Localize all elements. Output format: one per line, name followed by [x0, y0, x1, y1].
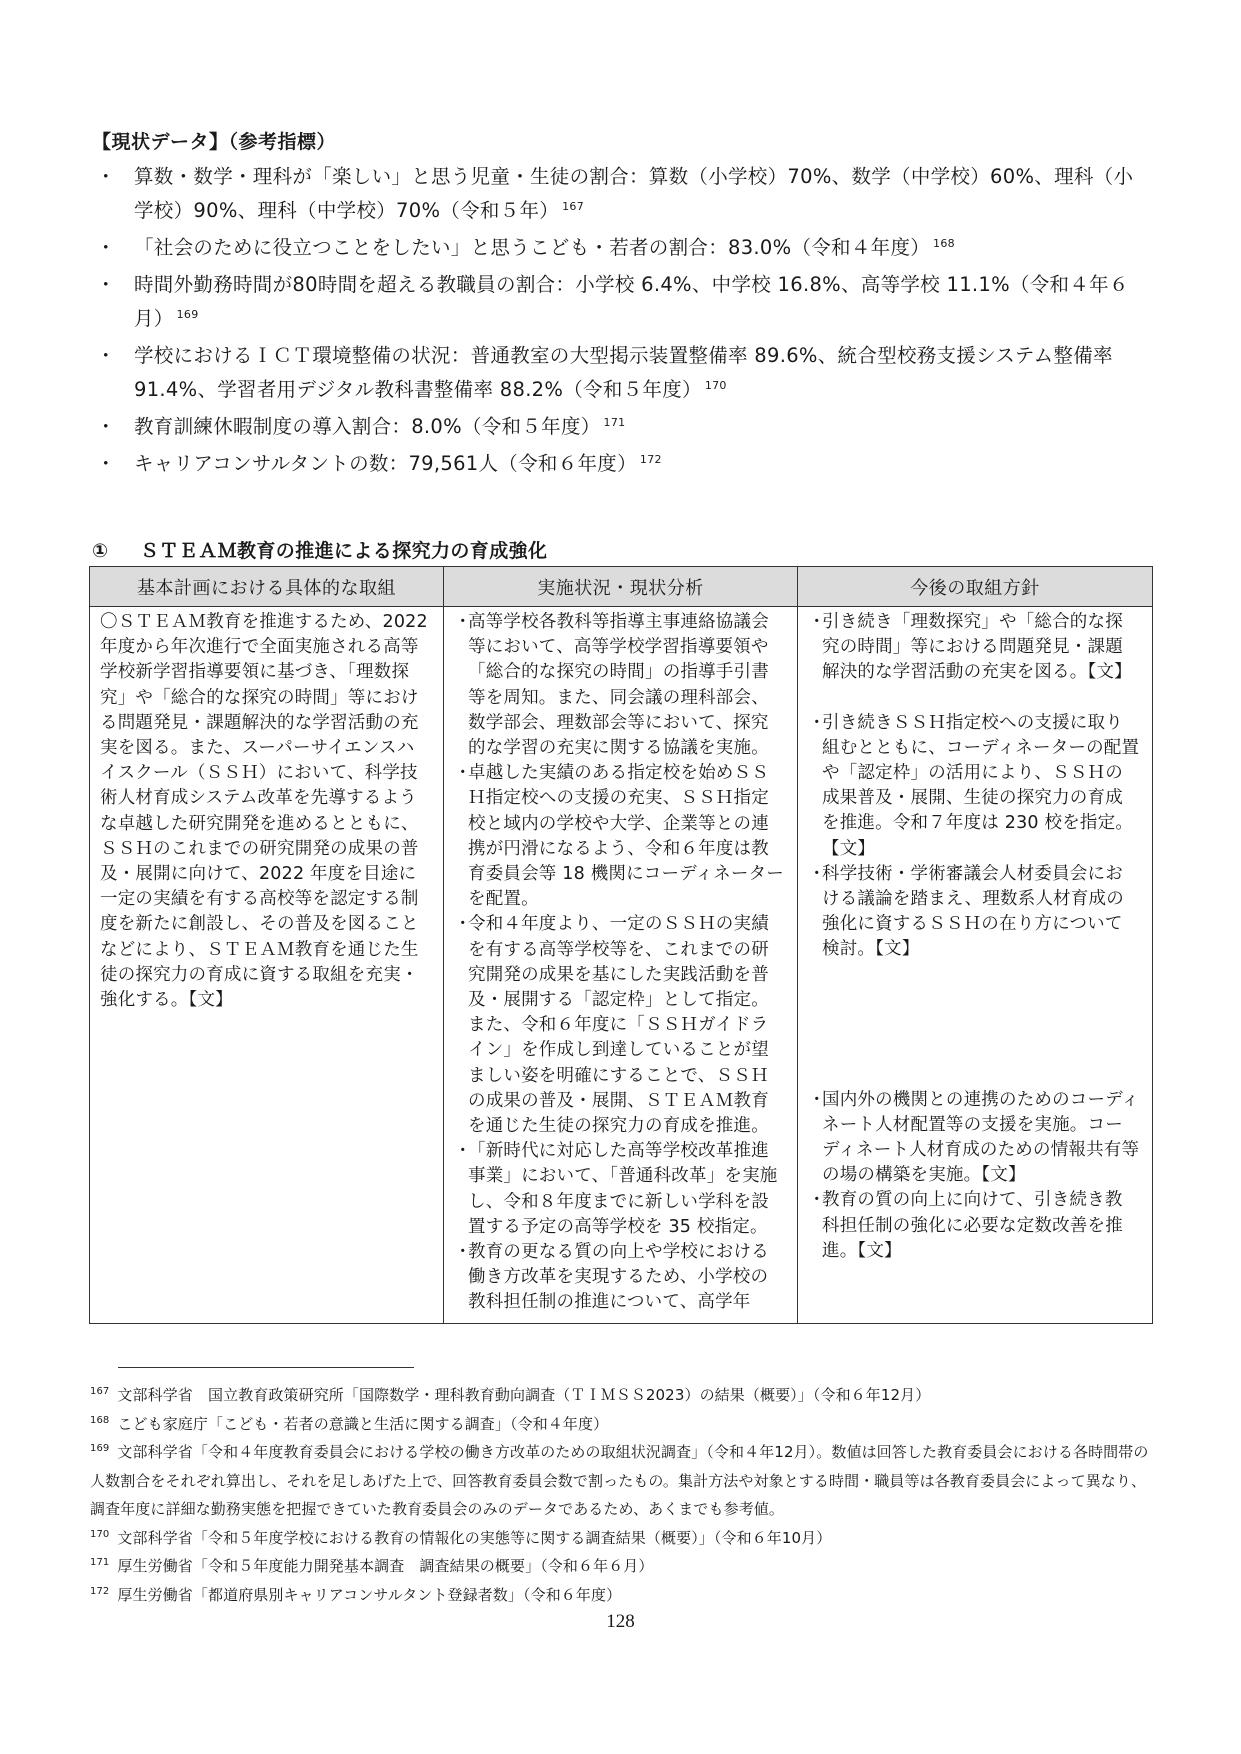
list-item: ・ 教育訓練休暇制度の導入割合：8.0%（令和５年度） $^{171}$ — [96, 415, 626, 438]
footnote: $^{169}$ 文部科学省「令和４年度教育委員会における学校の働き方改革のための取組状況調査」（令和４年12月）。数値は回答した教育委員会における各時間帯の人数割合をそれぞれ算出し、それを足しあげた上で、回答教育委員会数で割ったもの。集計方法や対象とする時間・職員等は各教育委員会によって異なり、調査年度に詳細な勤務実態を把握できていた教育委員会のみのデータであるため、あくまでも参考値。 — [90, 1443, 1149, 1518]
policy-entry: ・ 教育の質の向上に向けて、引き続き教科担任制の強化に必要な定数改善を推進。【文】 — [808, 1190, 1123, 1261]
footnote-ref[interactable]: 167 — [562, 200, 584, 213]
list-item: ・ キャリアコンサルタントの数：79,561人（令和６年度） $^{172}$ — [96, 452, 662, 475]
table-cell-status — [444, 607, 798, 1324]
footnote-ref[interactable]: 168 — [933, 237, 955, 250]
table-header-cell: 基本計画における具体的な取組 — [90, 567, 444, 607]
footnote-ref[interactable]: 170 — [704, 379, 727, 392]
table-cell-policy — [798, 607, 1153, 1324]
footnote: $^{167}$ 文部科学省 国立教育政策研究所「国際数学・理科教育動向調査（ＴＩＭＳＳ2023）の結果（概要）」（令和６年12月） — [90, 1386, 931, 1404]
policy-entry: ・ 引き続きＳＳＨ指定校への支援に取り組むとともに、コーディネーターの配置や「認定枠」の活用により、ＳＳＨの成果普及・展開、生徒の探究力の育成を推進。令和７年度は 230 校を指定。【文】 — [808, 712, 1140, 859]
plan-text: 〇ＳＴＥＡＭ教育を推進するため、2022年度から年次進行で全面実施される高等学校新学習指導要領に基づき、「理数探究」や「総合的な探究の時間」等における問題発見・課題解決的な学習活動の充実を図る。また、スーパーサイエンスハイスクール（ＳＳＨ）において、科学技術人材育成システム改革を先導するような卓越した研究開発を進めるとともに、ＳＳＨのこれまでの研究開発の成果の普及・展開に向けて、2022 年度を目途に一定の実績を有する高校等を認定する制度を新たに創設し、その普及を図ることなどにより、ＳＴＥＡＭ教育を通じた生徒の探究力の育成に資する取組を充実・強化する。【文】 — [100, 612, 428, 1011]
footnote: $^{168}$ こども家庭庁「こども・若者の意識と生活に関する調査」（令和４年度） — [90, 1414, 609, 1433]
policy-entry: ・ 科学技術・学術審議会人材委員会における議論を踏まえ、理数系人材育成の強化に資するＳＳＨの在り方について検討。【文】 — [808, 863, 1124, 960]
status-entry: ・ 「新時代に対応した高等学校改革推進事業」において、「普通科改革」を実施し、令和８年度までに新しい学科を設置する予定の高等学校を 35 校指定。 — [454, 1141, 778, 1237]
list-item: ・ 「社会のために役立つことをしたい」と思うこども・若者の割合：83.0%（令和４年度） $^{168}$ — [96, 236, 955, 259]
table-header-row — [90, 567, 1153, 607]
table-header-cell: 実施状況・現状分析 — [444, 567, 798, 607]
section-title-text: ＳＴＥＡＭ教育の推進による探究力の育成強化 — [140, 540, 548, 562]
table-header-cell: 今後の取組方針 — [798, 567, 1153, 607]
status-data-list — [92, 160, 1148, 484]
section-title — [92, 536, 547, 563]
footnote-ref[interactable]: 171 — [603, 416, 626, 429]
policy-entry: ・ 国内外の機関との連携のためのコーディネート人材配置等の支援を実施。コーディネート人材育成のための情報共有等の場の構築を実施。【文】 — [808, 1089, 1140, 1186]
list-item: ・ 学校におけるＩＣＴ環境整備の状況：普通教室の大型掲示装置整備率 89.6%、統合型校務支援システム整備率 91.4%、学習者用デジタル教科書整備率 88.2%（令和５年度） $^{170}$ — [96, 344, 1113, 401]
footnote-divider — [118, 1367, 414, 1368]
page-number: 128 — [606, 1611, 635, 1632]
table-row — [90, 607, 1153, 1324]
policy-entry: ・ 引き続き「理数探究」や「総合的な探究の時間」等における問題発見・課題解決的な学習活動の充実を図る。【文】 — [808, 612, 1132, 683]
status-entry: ・ 卓越した実績のある指定校を始めＳＳＨ指定校への支援の充実、ＳＳＨ指定校と域内の学校や大学、企業等との連携が円滑になるよう、令和６年度は教育委員会等 18 機関にコーディネーターを配置。 — [454, 763, 784, 910]
footnotes — [90, 1381, 1152, 1609]
table-cell-plan — [90, 607, 444, 1324]
section-number: ① — [92, 540, 109, 562]
status-entry: ・ 教育の更なる質の向上や学校における働き方改革を実現するため、小学校の教科担任制の推進について、高学年 — [454, 1242, 769, 1313]
list-item: ・ 算数・数学・理科が「楽しい」と思う児童・生徒の割合：算数（小学校）70%、数学（中学校）60%、理科（小学校）90%、理科（中学校）70%（令和５年） $^{167}$ — [96, 165, 1134, 222]
footnote-ref[interactable]: 169 — [176, 308, 199, 321]
footnote-ref[interactable]: 172 — [639, 453, 662, 466]
status-entry: ・ 令和４年度より、一定のＳＳＨの実績を有する高等学校等を、これまでの研究開発の成果を基にした実践活動を普及・展開する「認定枠」として指定。また、令和６年度に「ＳＳＨガイドライン」を作成し到達していることが望ましい姿を明確にすることで、ＳＳＨの成果の普及・展開、ＳＴＥＡＭ教育を通じた生徒の探究力の育成を推進。 — [454, 914, 769, 1137]
status-data-heading: 【現状データ】（参考指標） — [92, 131, 337, 153]
initiatives-table — [89, 566, 1153, 1324]
list-item: ・ 時間外勤務時間が80時間を超える教職員の割合：小学校 6.4%、中学校 16.8%、高等学校 11.1%（令和４年６月） $^{169}$ — [96, 273, 1129, 330]
footnote: $^{171}$ 厚生労働省「令和５年度能力開発基本調査 調査結果の概要」（令和６年６月） — [90, 1557, 654, 1575]
footnote: $^{170}$ 文部科学省「令和５年度学校における教育の情報化の実態等に関する調査結果（概要）」（令和６年10月） — [90, 1528, 832, 1547]
footnote: $^{172}$ 厚生労働省「都道府県別キャリアコンサルタント登録者数」（令和６年度） — [90, 1585, 622, 1604]
status-entry: ・ 高等学校各教科等指導主事連絡協議会等において、高等学校学習指導要領や「総合的な探究の時間」の指導手引書等を周知。また、同会議の理科部会、数学部会、理数部会等において、探究的な学習の充実に関する協議を実施。 — [454, 612, 769, 759]
